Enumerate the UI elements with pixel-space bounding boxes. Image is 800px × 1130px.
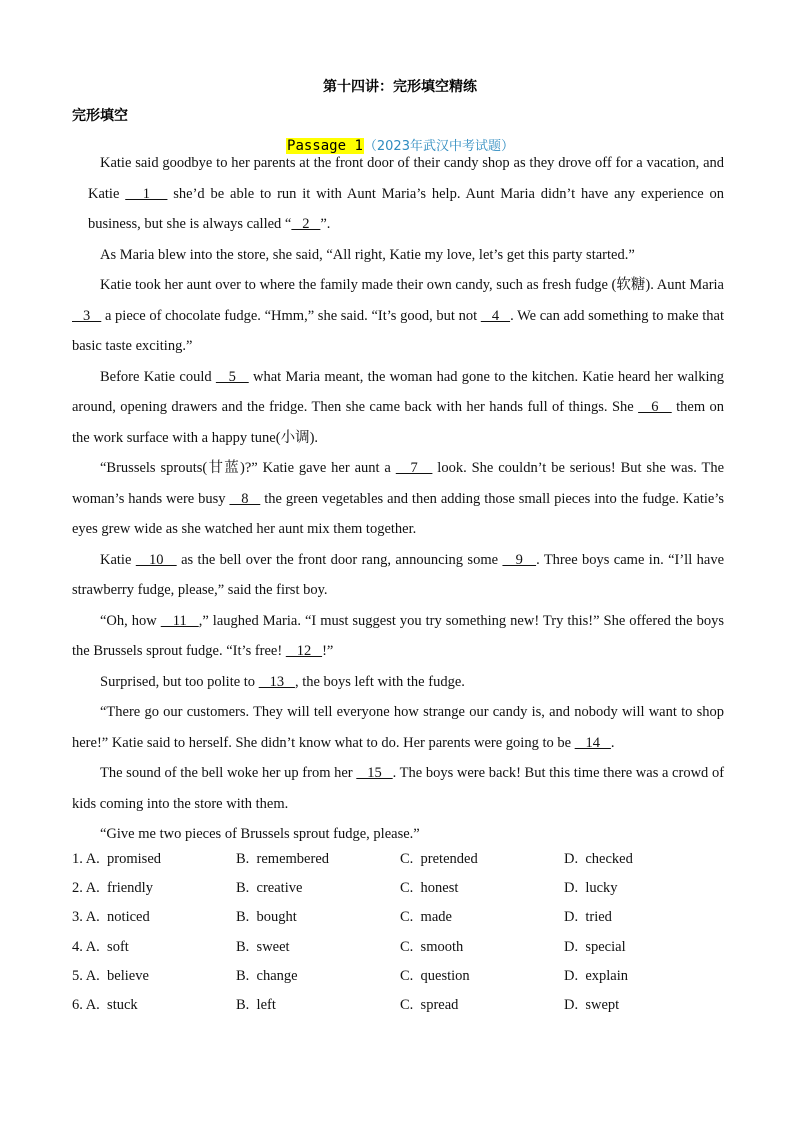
option-d: D. special bbox=[564, 938, 626, 955]
passage-text: , the boys left with the fudge. bbox=[294, 673, 465, 690]
passage-text: what Maria meant, the woman had gone to the kitchen. Katie heard her walking around, opening drawers and the fridge. Then she came back with her hands full of things. She bbox=[72, 368, 724, 415]
passage-paragraph bbox=[72, 545, 724, 606]
passage-text: The sound of the bell woke her up from her bbox=[100, 765, 357, 781]
passage-text: Surprised, but too polite to bbox=[100, 673, 259, 690]
option-c: C. pretended bbox=[400, 851, 478, 867]
blank-15: 15 bbox=[356, 765, 393, 781]
question-options bbox=[72, 845, 732, 1020]
passage-paragraph bbox=[72, 697, 724, 758]
passage-text: them on the work surface with a happy tune(小调). bbox=[72, 399, 725, 446]
option-a: 6. A. stuck bbox=[72, 996, 138, 1013]
passage-label: Passage 1 bbox=[287, 138, 363, 154]
passage-body bbox=[72, 148, 724, 850]
passage-text: look. She couldn’t be serious! But she was. The woman’s hands were busy bbox=[72, 460, 725, 507]
option-c: C. question bbox=[400, 967, 470, 984]
question-row bbox=[72, 845, 732, 874]
passage-text: as the bell over the front door rang, announcing some bbox=[176, 551, 503, 568]
passage-paragraph bbox=[72, 362, 724, 454]
passage-text: . bbox=[610, 734, 615, 751]
passage-paragraph bbox=[72, 270, 724, 362]
option-d: D. lucky bbox=[564, 880, 618, 897]
question-row bbox=[72, 991, 732, 1020]
option-d: D. swept bbox=[564, 996, 620, 1013]
option-c: C. smooth bbox=[400, 938, 464, 955]
blank-11: 11 bbox=[160, 612, 199, 629]
passage-paragraph bbox=[72, 667, 724, 698]
blank-14: 14 bbox=[574, 734, 611, 751]
lesson-title: 第十四讲：完形填空精练 bbox=[323, 79, 477, 95]
option-c: C. made bbox=[400, 909, 452, 926]
blank-1: 1 bbox=[125, 185, 168, 202]
option-c: C. honest bbox=[400, 880, 459, 897]
passage-paragraph bbox=[72, 758, 724, 819]
blank-9: 9 bbox=[502, 551, 537, 568]
blank-3: 3 bbox=[72, 307, 102, 324]
passage-source: （2023年武汉中考试题） bbox=[363, 139, 514, 154]
question-row bbox=[72, 874, 732, 903]
section-title: 完形填空 bbox=[72, 108, 128, 124]
passage-text: ”. bbox=[320, 216, 331, 232]
passage-text: “Give me two pieces of Brussels sprout fudge, please.” bbox=[100, 826, 420, 842]
option-b: B. remembered bbox=[236, 851, 330, 867]
blank-7: 7 bbox=[395, 460, 433, 476]
option-b: B. creative bbox=[236, 880, 303, 897]
question-row bbox=[72, 962, 732, 991]
option-a: 3. A. noticed bbox=[72, 909, 150, 926]
option-c: C. spread bbox=[400, 996, 459, 1013]
option-b: B. left bbox=[236, 996, 276, 1013]
passage-text: . Three boys came in. “I’ll have strawberry fudge, please,” said the first boy. bbox=[72, 551, 725, 598]
passage-text: !” bbox=[322, 643, 334, 659]
option-b: B. bought bbox=[236, 909, 297, 926]
question-row bbox=[72, 903, 732, 932]
blank-6: 6 bbox=[638, 399, 672, 415]
option-d: D. explain bbox=[564, 967, 629, 984]
blank-12: 12 bbox=[285, 643, 323, 659]
blank-2: 2 bbox=[291, 216, 321, 232]
passage-text: Katie said goodbye to her parents at the front door of their candy shop as they drove off for a vacation, and Katie bbox=[88, 155, 724, 202]
blank-4: 4 bbox=[480, 307, 511, 324]
question-row bbox=[72, 933, 732, 962]
option-b: B. sweet bbox=[236, 938, 290, 955]
passage-text: ,” laughed Maria. “I must suggest you try something new! Try this!” She offered the boys the Brussels sprout fudge. “It’s free! bbox=[72, 612, 724, 659]
passage-text: “Oh, how bbox=[100, 612, 161, 629]
passage-text: . We can add something to make that basic taste exciting.” bbox=[72, 307, 724, 354]
passage-text: As Maria blew into the store, she said, “All right, Katie my love, let’s get this party started.” bbox=[100, 246, 635, 263]
option-a: 1. A. promised bbox=[72, 851, 162, 867]
passage-text: a piece of chocolate fudge. “Hmm,” she said. “It’s good, but not bbox=[101, 307, 481, 324]
passage-text: . The boys were back! But this time there was a crowd of kids coming into the store with them. bbox=[72, 765, 725, 812]
option-d: D. checked bbox=[564, 851, 633, 867]
blank-5: 5 bbox=[215, 368, 249, 385]
passage-text: Before Katie could bbox=[100, 368, 216, 385]
passage-paragraph bbox=[72, 240, 724, 271]
passage-paragraph bbox=[72, 606, 724, 667]
blank-13: 13 bbox=[258, 673, 295, 690]
blank-8: 8 bbox=[229, 490, 261, 507]
passage-text: Katie bbox=[100, 551, 136, 568]
option-d: D. tried bbox=[564, 909, 612, 926]
option-b: B. change bbox=[236, 967, 298, 984]
passage-paragraph bbox=[72, 148, 724, 240]
option-a: 2. A. friendly bbox=[72, 880, 153, 897]
passage-text: “Brussels sprouts(甘蓝)?” Katie gave her aunt a bbox=[100, 460, 396, 476]
option-a: 5. A. believe bbox=[72, 967, 149, 984]
passage-text: Katie took her aunt over to where the family made their own candy, such as fresh fudge (软糖). Aunt Maria bbox=[100, 277, 724, 293]
passage-text: the green vegetables and then adding those small pieces into the fudge. Katie’s eyes grew wide as she watched her aunt mix them together. bbox=[72, 490, 724, 537]
passage-text: she’d be able to run it with Aunt Maria’s help. Aunt Maria didn’t have any experience on business, but she is always called “ bbox=[88, 185, 725, 232]
option-a: 4. A. soft bbox=[72, 938, 129, 955]
passage-text: “There go our customers. They will tell everyone how strange our candy is, and nobody will want to shop here!” Katie said to herself. She didn’t know what to do. Her parents were going to be bbox=[72, 704, 724, 751]
blank-10: 10 bbox=[135, 551, 177, 568]
passage-paragraph bbox=[72, 453, 724, 545]
